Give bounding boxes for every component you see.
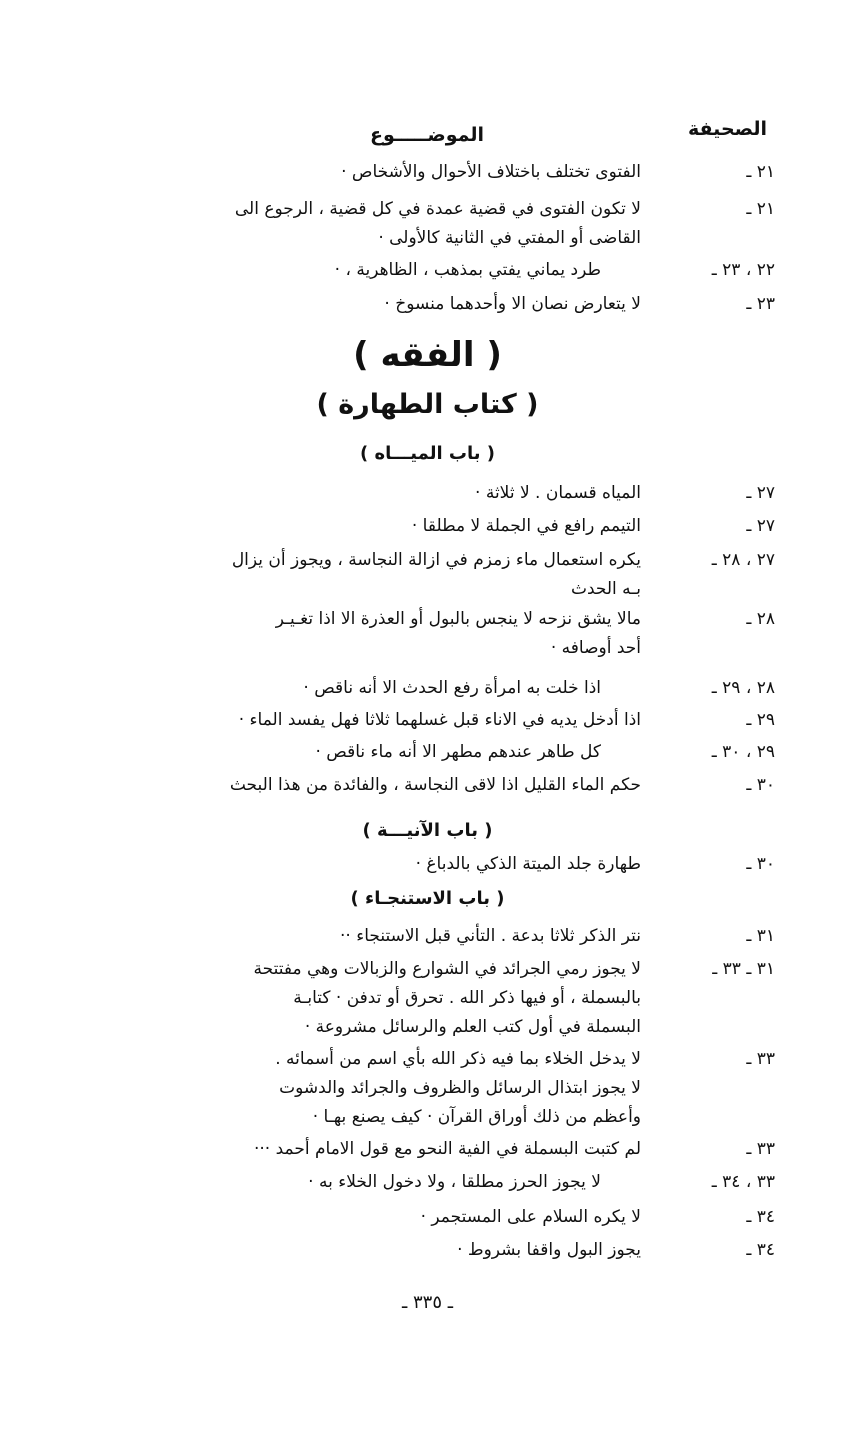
entry-text: المياه قسمان . لا ثلاثة · [475,483,641,503]
page-column-header: الصحيفة [687,118,767,140]
entry-pages: ٢٧ ، ٢٨ ـ [711,550,775,570]
entry-pages: ٢١ ـ [746,162,775,182]
entry-text: لا يتعارض نصان الا وأحدهما منسوخ · [384,294,641,314]
entry-text: يجوز البول واقفا بشروط · [457,1240,641,1260]
entry-pages: ٢٧ ـ [746,483,775,503]
entry-pages: ٢٧ ـ [746,516,775,536]
entry-pages: ٣٣ ـ [746,1049,775,1069]
entry-text: لا يدخل الخلاء بما فيه ذكر الله بأي اسم من أسمائه . لا يجوز ابتذال الرسائل والظروف والجرائد والدشوت وأعظم من ذلك أوراق القرآن · كيف يصنع بهـا · [275,1049,641,1127]
entry-pages: ٢٢ ، ٢٣ ـ [711,260,775,280]
entry-pages: ٣٤ ـ [746,1207,775,1227]
entry-text: التيمم رافع في الجملة لا مطلقا · [411,516,641,536]
entry-pages: ٣٤ ـ [746,1240,775,1260]
fiqh-heading: ( الفقه ) [353,335,502,375]
entry-pages: ٣٠ ـ [746,775,775,795]
entry-pages: ٢٣ ـ [746,294,775,314]
entry-text: لا يجوز رمي الجرائد في الشوارع والزبالات وهي مفتتحة بالبسملة ، أو فيها ذكر الله . تحرق أو تدفن · كتابـة البسملة في أول كتب العلم والرسائل مشروعة · [253,959,641,1037]
tahara-book-heading: ( كتاب الطهارة ) [316,389,539,420]
entry-pages: ٢٩ ـ [746,710,775,730]
entry-text: لا تكون الفتوى في قضية عمدة في كل قضية ، الرجوع الى القاضى أو المفتي في الثانية كالأولى · [234,199,641,248]
entry-text: طهارة جلد الميتة الذكي بالدباغ · [415,854,641,874]
entry-text: لم كتبت البسملة في الفية النحو مع قول الامام أحمد ··· [253,1139,641,1159]
entry-text: اذا أدخل يديه في الاناء قبل غسلهما ثلاثا فهل يفسد الماء · [238,710,641,730]
miyah-section-heading: ( باب الميـــاه ) [359,443,496,464]
entry-text: كل طاهر عندهم مطهر الا أنه ماء ناقص · [315,742,601,762]
entry-pages: ٣٣ ـ [746,1139,775,1159]
entry-pages: ٣١ ـ ٣٣ ـ [712,959,775,979]
page-number: ـ ٣٣٥ ـ [401,1292,453,1313]
entry-pages: ٢٨ ـ [746,609,775,629]
entry-pages: ٢٩ ، ٣٠ ـ [711,742,775,762]
topic-column-header: الموضـــــوع [370,124,485,146]
entry-text: طرد يماني يفتي بمذهب ، الظاهرية ، · [334,260,601,280]
aniya-section-heading: ( باب الآنيـــة ) [362,820,493,841]
entry-text: يكره استعمال ماء زمزم في ازالة النجاسة ، ويجوز أن يزال بـه الحدث [231,550,641,599]
entry-text: حكم الماء القليل اذا لاقى النجاسة ، والفائدة من هذا البحث [229,775,641,795]
entry-pages: ٢٨ ، ٢٩ ـ [711,678,775,698]
entry-pages: ٣٣ ، ٣٤ ـ [711,1172,775,1192]
entry-pages: ٣٠ ـ [746,854,775,874]
entry-text: لا يجوز الحرز مطلقا ، ولا دخول الخلاء به · [308,1172,601,1192]
entry-text: الفتوى تختلف باختلاف الأحوال والأشخاص · [341,162,641,182]
entry-text: مالا يشق نزحه لا ينجس بالبول أو العذرة الا اذا تغـيـر أحد أوصافه · [275,609,641,658]
entry-text: لا يكره السلام على المستجمر · [420,1207,641,1227]
entry-text: نتر الذكر ثلاثا بدعة . التأني قبل الاستنجاء ·· [340,926,641,946]
istinja-section-heading: ( باب الاستنجـاء ) [350,888,505,909]
entry-pages: ٣١ ـ [746,926,775,946]
entry-text: اذا خلت به امرأة رفع الحدث الا أنه ناقص · [303,678,601,698]
entry-pages: ٢١ ـ [746,199,775,219]
